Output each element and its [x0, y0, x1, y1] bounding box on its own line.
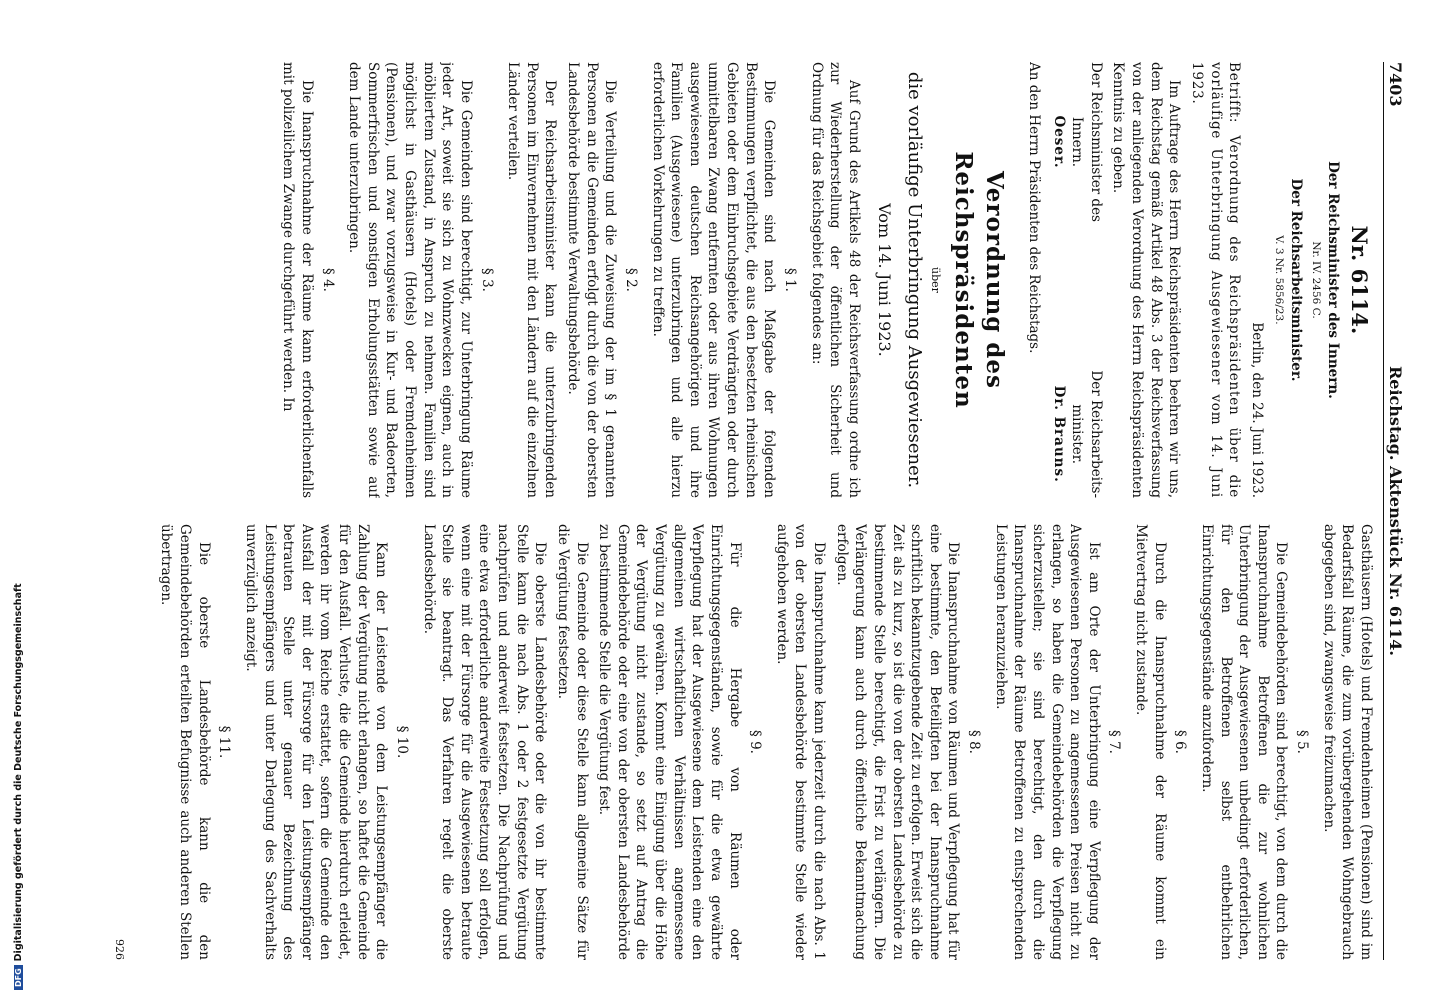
- running-title: Reichstag. Aktenstück Nr. 6114.: [1386, 366, 1405, 656]
- addressee: An den Herrn Präsidenten des Reichstags.: [1025, 62, 1042, 354]
- ordinance-title: Verordnung des Reichspräsidenten: [949, 151, 1009, 409]
- attribution-text: Digitalisierung gefördert durch die Deutsche Forschungsgemeinschaft: [13, 583, 24, 962]
- section-7-text: Ist am Orte der Unterbringung eine Verpflegung der Ausgewiesenen Personen zu angemessenen Preisen nicht zu erlangen, so haben die Gemeindebehörden die Verpflegung sicherzustellen; sie sind berechtigt, den durch die Inanspruchnahme der Räume Betroffenen zu entsprechenden Leistungen heranzuziehen.: [992, 524, 1102, 960]
- section-10-text: Kann der Leistende von dem Leistungsempfänger die Zahlung der Vergütung nicht erlangen, so haftet die Gemeinde für den Ausfall. Verluste, die die Gemeinde hierdurch erleidet, werden ihr vom Reiche erstattet, sofern die Gemeinde den Ausfall der mit der Fürsorge für den Leistungsempfänger betrauten Stelle unter genauer Bezeichnung des Leistungsempfängers und unter Darlegung des Sachverhalts unverzüglich anzeigt.: [243, 524, 390, 960]
- section-2-text-1: Die Verteilung und die Zuweisung der im § 1 genannten Personen an die Gemeinden erfolgt durch die von der obersten Landesbehörde bestimmte Verwaltungsbehörde.: [565, 62, 619, 498]
- section-5-text: Die Gemeindebehörden sind berechtigt, von dem durch die Inanspruchnahme Betroffenen die zur wohnlichen Unterbringung der Ausgewiesenen unbedingt erforderlichen, für den Betroffenen selbst entbehrlichen Einrichtungsgegenstände anzufordern.: [1199, 524, 1290, 960]
- ministry-interior: Der Reichsminister des Innern.: [1325, 161, 1342, 399]
- subject-line: Betrifft: Verordnung des Reichspräsidenten über die vorläufige Unterbringung Ausgewiesener vom 14. Juni 1923.: [1188, 62, 1243, 498]
- sig-left-line2: Innern.: [1069, 116, 1086, 168]
- section-8-text-1: Die Inanspruchnahme von Räumen und Verpflegung hat für eine bestimmte, den Beteiligten bei der Inanspruchnahme schriftlich bekanntzugebende Zeit zu erfolgen. Erweist sich die Zeit als zu kurz, so ist die von der obersten Landesbehörde zu bestimmende Stelle berechtigt, die Frist zu verlängern. Die Verlängerung kann auch durch öffentliche Bekanntmachung erfolgen.: [833, 524, 962, 960]
- dateline: Berlin, den 24. Juni 1923.: [1248, 322, 1265, 498]
- section-4-continued: Gasthäusern (Hotels) und Fremdenheimen (Pensionen) sind im Bedarfsfall Räume, die zum vorübergehenden Wohngebrauch abgegeben sind, zwangsweise freizumachen.: [1320, 524, 1374, 960]
- section-7-heading: § 7.: [1106, 730, 1123, 754]
- preamble: Auf Grund des Artikels 48 der Reichsverfassung ordne ich zur Wiederherstellung der öffentlichen Sicherheit und Ordnung für das Reichsgebiet folgendes an:: [808, 62, 862, 498]
- dfg-logo: DFG: [14, 965, 23, 990]
- section-3-text: Die Gemeinden sind berechtigt, zur Unterbringung Räume jeder Art, soweit sie sich zu Wohnzwecken eignen, auch in möbliertem Zustand, in Anspruch zu nehmen. Familien sind möglichst in Gasthäusern (Hotels) oder Fremdenheimen (Pensionen), und zwar vorzugsweise in Kur- und Badeorten, Sommerfrischen und sonstigen Erholungsstätten sowie auf dem Lande unterzubringen.: [346, 62, 474, 498]
- ministry-labor-ref: V. 3 Nr. 5856/23.: [1273, 235, 1286, 325]
- ordinance-subtitle: die vorläufige Unterbringung Ausgewiesener.: [903, 71, 925, 489]
- section-11-heading: § 11.: [216, 725, 233, 759]
- attribution-strip: [0, 0, 24, 1000]
- section-6-text: Durch die Inanspruchnahme der Räume kommt ein Mietvertrag nicht zustande.: [1133, 524, 1168, 960]
- section-5-heading: § 5.: [1294, 730, 1311, 754]
- left-column: [45, 62, 1375, 498]
- ordinance-date: Vom 14. Juni 1923.: [874, 203, 894, 357]
- section-8-heading: § 8.: [966, 730, 983, 754]
- sig-right-line1: Der Reichsarbeits-: [1087, 370, 1104, 498]
- running-header: [1383, 62, 1406, 960]
- section-11-text: Die oberste Landesbehörde kann die den Gemeindebehörden erteilten Befugnisse auch anderen Stellen übertragen.: [158, 524, 212, 960]
- page-number: 7403: [1386, 62, 1405, 107]
- ministry-labor: Der Reichsarbeitsminister.: [1287, 178, 1304, 382]
- signatures: [1049, 62, 1105, 498]
- sig-right-line2: minister.: [1069, 404, 1086, 465]
- section-4-heading: § 4.: [319, 268, 336, 292]
- document-number: Nr. 6114.: [1347, 225, 1372, 335]
- section-2-text-2: Der Reichsarbeitsminister kann die unterzubringenden Personen im Einvernehmen mit den Ländern auf die einzelnen Länder verteilen.: [505, 62, 559, 498]
- section-6-heading: § 6.: [1172, 730, 1189, 754]
- ministry-interior-ref: Nr. IV. 2456 C.: [1310, 241, 1323, 319]
- section-9-text-3: Die oberste Landesbehörde oder die von ihr bestimmte Stelle kann die nach Abs. 1 oder 2 festgesetzte Vergütung nachprüfen und anderweit festsetzen. Die Nachprüfung und eine etwa erforderliche anderweite Festsetzung soll erfolgen, wenn eine mit der Fürsorge für die Ausgewiesenen betraute Stelle sie beantragt. Das Verfahren regelt die oberste Landesbehörde.: [420, 524, 549, 960]
- section-10-heading: § 10.: [394, 725, 410, 759]
- right-column: [45, 524, 1375, 960]
- section-1-heading: § 1.: [781, 268, 798, 292]
- sig-left-name: Oeser.: [1050, 115, 1067, 169]
- sig-left-line1: Der Reichsminister des: [1087, 62, 1104, 222]
- section-4-text: Die Inanspruchnahme der Räume kann erforderlichenfalls mit polizeilichem Zwange durchgeführt werden. In: [280, 62, 315, 498]
- sig-right-name: Dr. Brauns.: [1050, 385, 1067, 483]
- ordinance-ueber: über: [928, 267, 942, 293]
- section-8-text-2: Die Inanspruchnahme kann jederzeit durch die nach Abs. 1 von der obersten Landesbehörde bestimmte Stelle wieder aufgehoben werden.: [773, 524, 828, 960]
- footer-number: 926: [112, 939, 126, 960]
- section-1-text: Die Gemeinden sind nach Maßgabe der folgenden Bestimmungen verpflichtet, die aus den besetzten rheinischen Gebieten oder dem Einbruchsgebiete Verdrängten oder durch unmittelbaren Zwang entfernten oder aus ihren Wohnungen ausgewiesenen deutschen Reichsangehörigen und ihre Familien (Ausgewiesene) unterzubringen und alle hierzu erforderlichen Vorkehrungen zu treffen.: [649, 62, 778, 498]
- section-9-text-1: Für die Hergabe von Räumen oder Einrichtungsgegenständen, sowie für die etwa gewährte Verpflegung hat der Ausgewiesene dem Leistenden eine den allgemeinen wirtschaftlichen Verhältnissen angemessene Vergütung zu gewähren. Kommt eine Einigung über die Höhe der Vergütung nicht zustande, so setzt auf Antrag die Gemeindebehörde oder eine von der obersten Landesbehörde zu bestimmende Stelle die Vergütung fest.: [596, 524, 743, 960]
- section-2-heading: § 2.: [622, 268, 639, 292]
- section-3-heading: § 3.: [478, 268, 495, 292]
- section-9-text-2: Die Gemeinde oder diese Stelle kann allgemeine Sätze für die Vergütung festsetzen.: [555, 524, 590, 960]
- intro-paragraph: Im Auftrage des Herrn Reichspräsidenten beehren wir uns, dem Reichstag gemäß Artikel 48 Abs. 3 der Reichsverfassung von der anliegenden Verordnung des Herrn Reichspräsidenten Kenntnis zu geben.: [1110, 62, 1183, 498]
- section-9-heading: § 9.: [747, 730, 764, 754]
